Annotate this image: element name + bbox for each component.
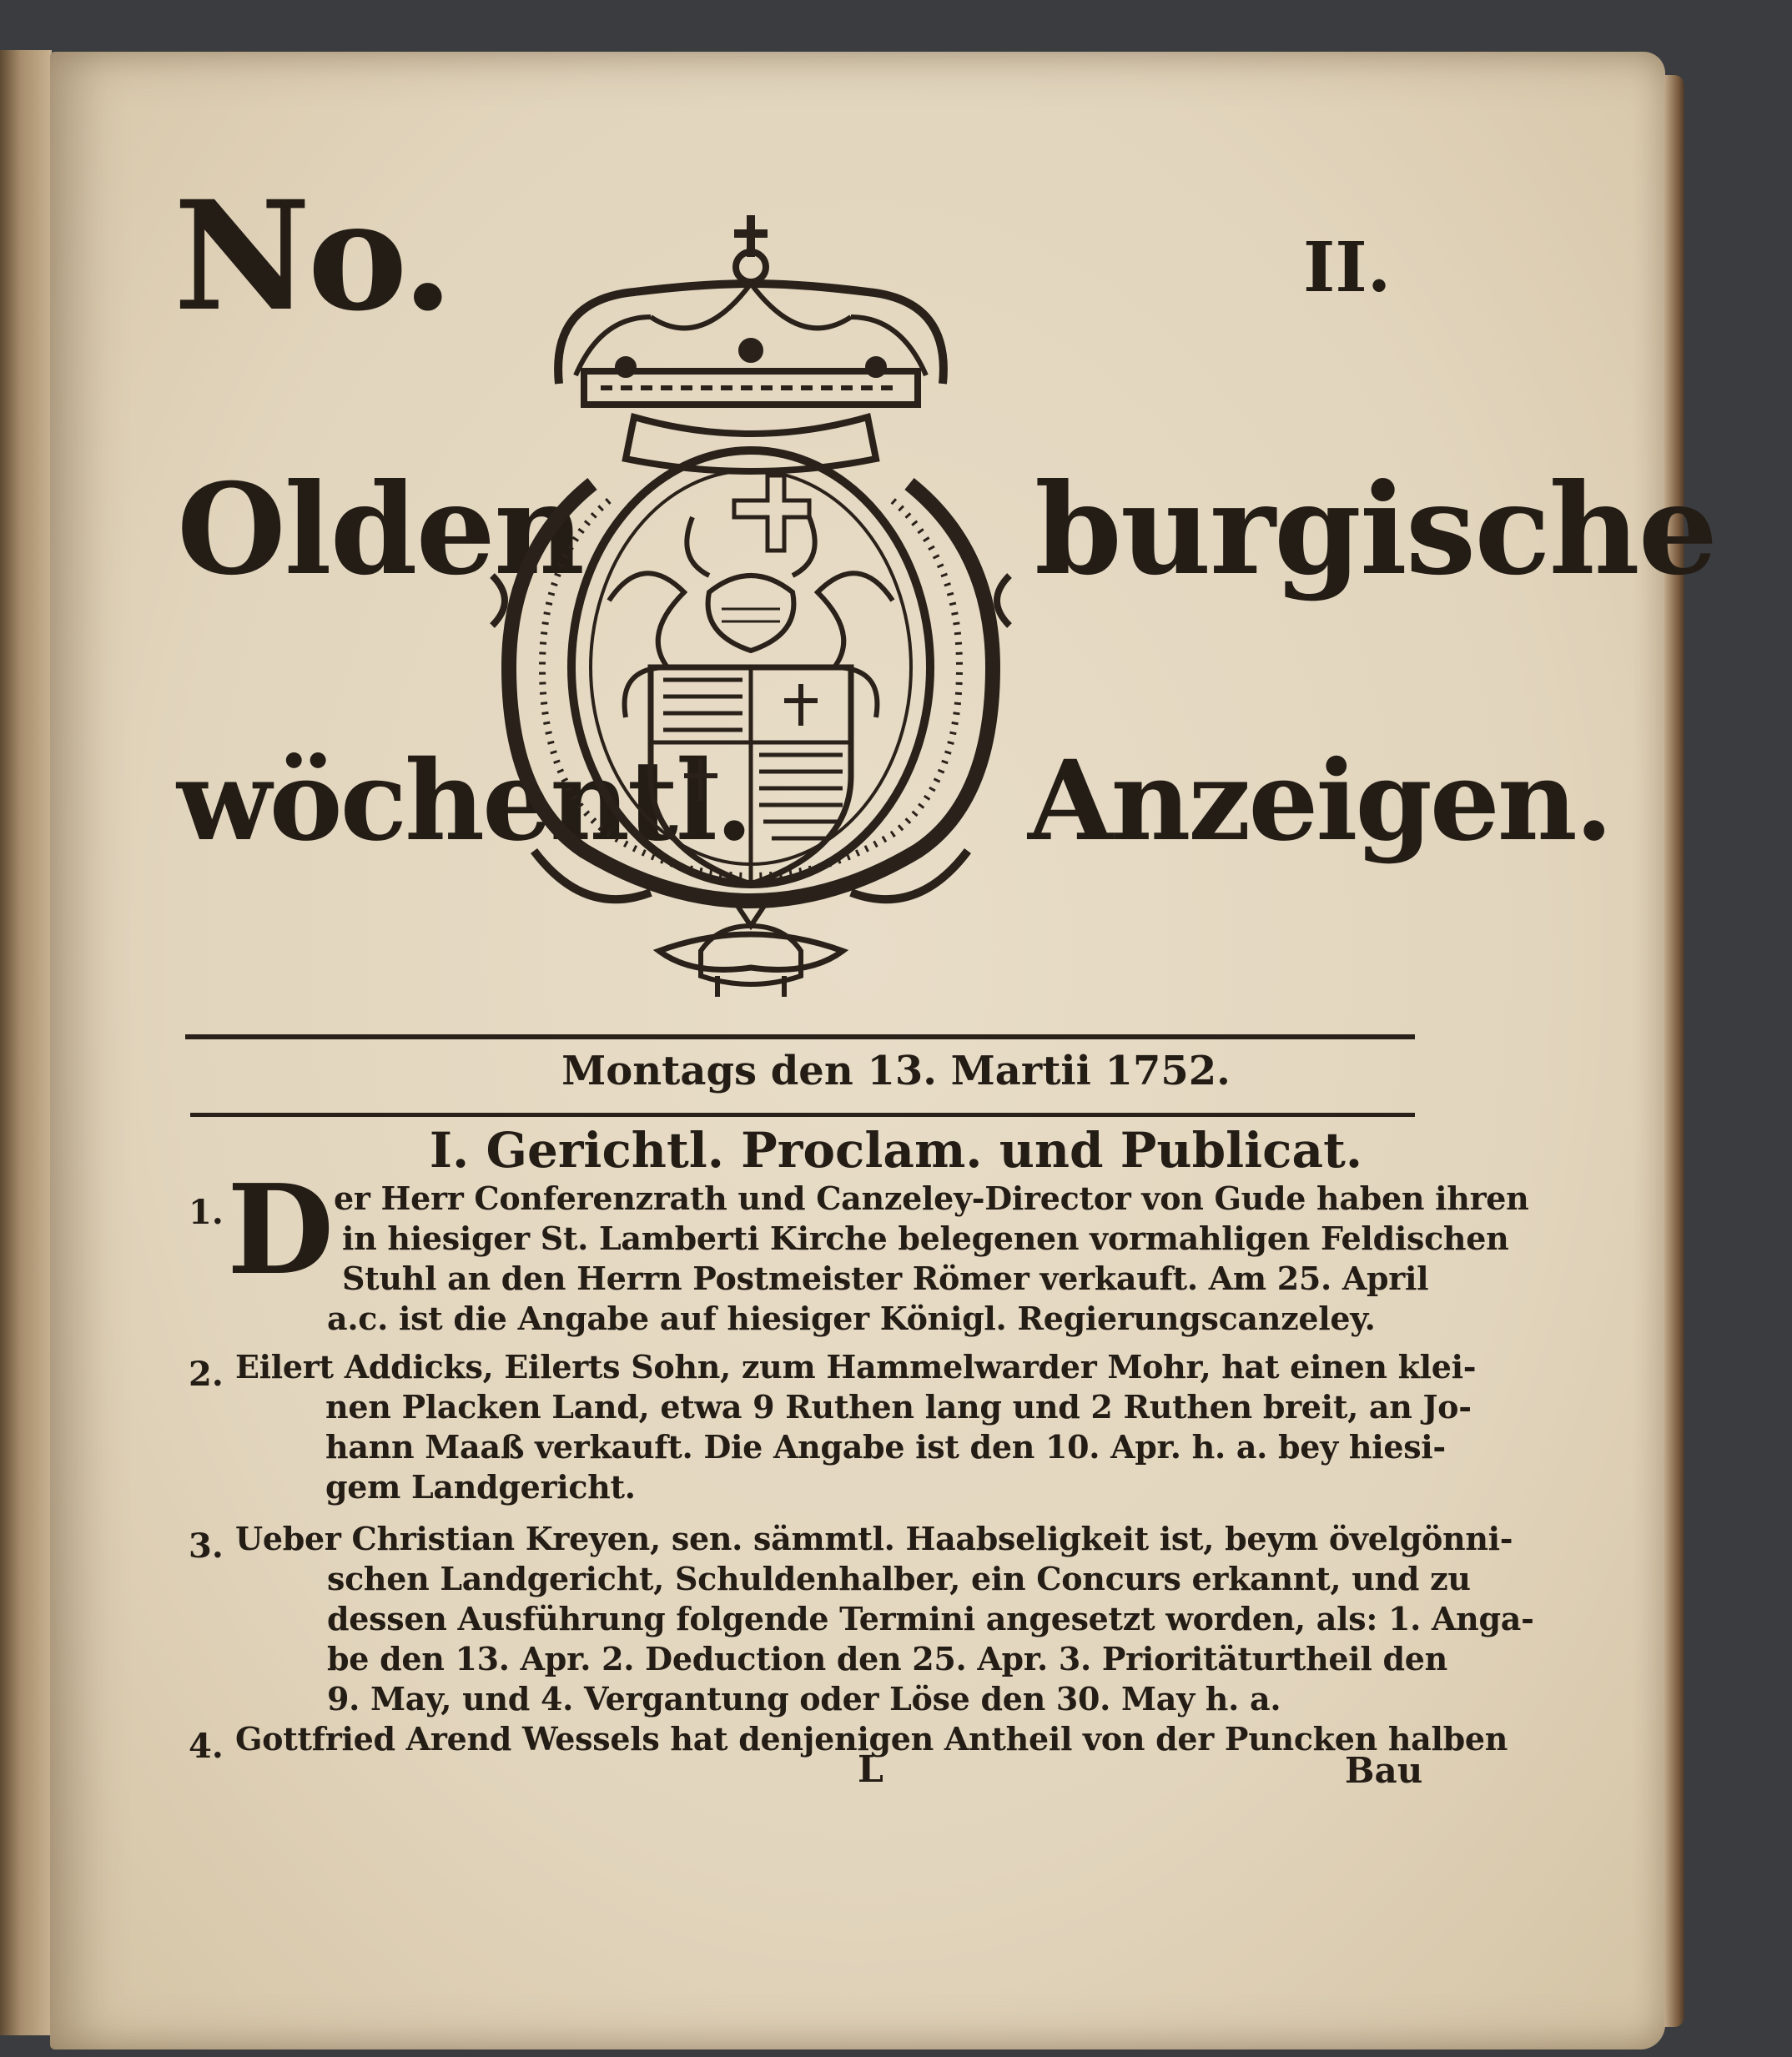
drop-cap: D bbox=[227, 1157, 335, 1302]
coat-of-arms-emblem bbox=[484, 200, 1051, 1001]
notice-1-line: in hiesiger St. Lamberti Kirche belegenen vormahligen Feldischen bbox=[342, 1220, 1509, 1257]
notice-number: 4. bbox=[189, 1727, 224, 1766]
notice-number: 2. bbox=[189, 1355, 224, 1394]
notice-2-line: nen Placken Land, etwa 9 Ruthen lang und 2 Ruthen breit, an Jo- bbox=[325, 1388, 1472, 1426]
number-label: No. bbox=[174, 168, 451, 345]
shield-icon bbox=[651, 667, 851, 884]
helmet-crest-icon bbox=[687, 475, 814, 651]
top-rule bbox=[185, 1034, 1415, 1039]
catchword: Bau bbox=[1345, 1750, 1423, 1791]
notice-3-line: dessen Ausführung folgende Termini angesetzt worden, als: 1. Anga- bbox=[327, 1600, 1534, 1637]
title-part-left: Olden bbox=[177, 456, 584, 603]
notice-3-line: schen Landgericht, Schuldenhalber, ein Concurs erkannt, und zu bbox=[327, 1560, 1471, 1597]
crown-icon bbox=[558, 215, 944, 471]
title-part-right: burgische bbox=[1034, 456, 1717, 603]
notice-2-line: Eilert Addicks, Eilerts Sohn, zum Hammelwarder Mohr, hat einen klei- bbox=[235, 1348, 1477, 1386]
bottom-rule bbox=[190, 1113, 1415, 1117]
notice-4-line: Gottfried Arend Wessels hat denjenigen Antheil von der Puncken halben bbox=[235, 1720, 1508, 1758]
notice-1-line: er Herr Conferenzrath und Canzeley-Director von Gude haben ihren bbox=[334, 1179, 1529, 1217]
notice-2-line: hann Maaß verkauft. Die Angabe ist den 10. Apr. h. a. bey hiesi- bbox=[325, 1428, 1446, 1466]
subtitle-part-right: Anzeigen. bbox=[1028, 737, 1611, 866]
issue-number: II. bbox=[1303, 228, 1392, 308]
section-heading: I. Gerichtl. Proclam. und Publicat. bbox=[429, 1122, 1363, 1179]
notice-3-line: be den 13. Apr. 2. Deduction den 25. Apr. 3. Prioritäturtheil den bbox=[327, 1640, 1447, 1677]
signature-mark: L bbox=[858, 1748, 883, 1791]
notice-2-line: gem Landgericht. bbox=[325, 1468, 636, 1506]
notice-number: 3. bbox=[189, 1526, 224, 1566]
pendant-order-icon bbox=[659, 901, 843, 997]
notice-3-line: 9. May, und 4. Vergantung oder Löse den 30. May h. a. bbox=[327, 1680, 1281, 1718]
notice-1-line: Stuhl an den Herrn Postmeister Römer verkauft. Am 25. April bbox=[342, 1260, 1429, 1297]
notice-number: 1. bbox=[189, 1193, 224, 1232]
notice-3-line: Ueber Christian Kreyen, sen. sämmtl. Haabseligkeit ist, beym övelgönni- bbox=[235, 1520, 1513, 1557]
subtitle-part-left: wöchentl. bbox=[177, 737, 752, 866]
dateline: Montags den 13. Martii 1752. bbox=[561, 1048, 1231, 1094]
book-spine-edge bbox=[0, 50, 52, 2035]
notice-1-line: a.c. ist die Angabe auf hiesiger Königl. Regierungscanzeley. bbox=[327, 1300, 1376, 1337]
